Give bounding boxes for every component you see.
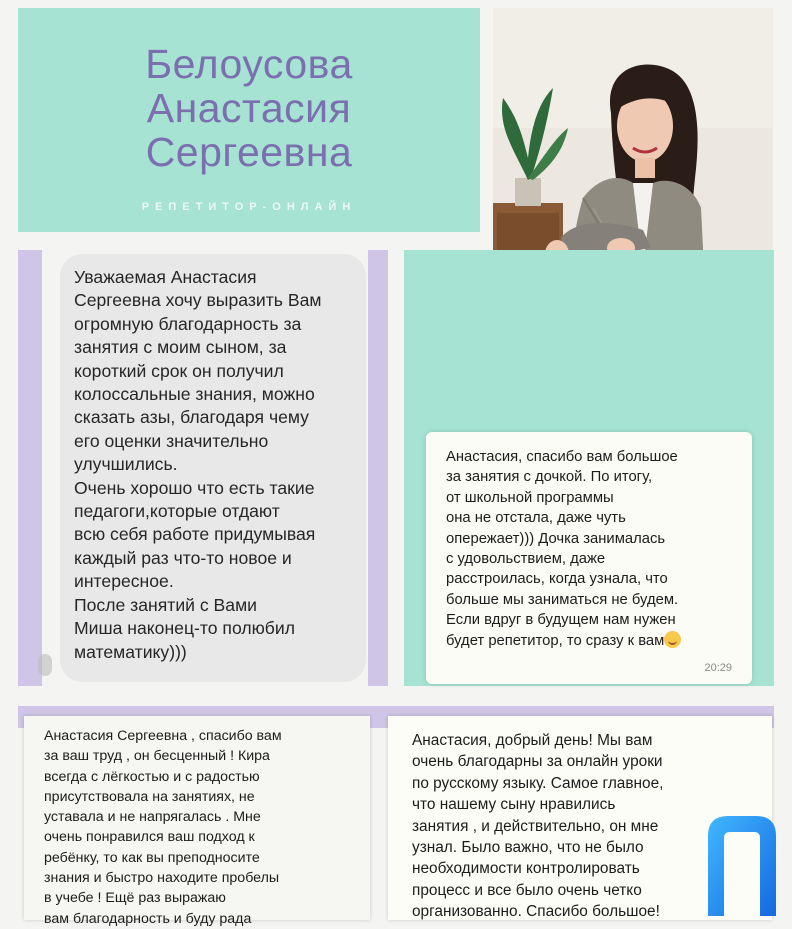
tutor-name <box>18 42 480 174</box>
review-message-2 <box>426 432 752 684</box>
review-text-2 <box>446 447 746 651</box>
brand-logo-icon <box>694 808 784 916</box>
message-time: 20:29 <box>704 662 732 674</box>
review-text-2-body: Анастасия, спасибо вам большое за занятия с дочкой. По итогу, от школьной программы она не отстала, даже чуть опережает))) Дочка занималась с удовольствием, даже расстроилась, когда узнала, что больше мы заниматься не будем. Если вдруг в будущем нам нужен будет репетитор, то сразу к вам <box>446 449 679 649</box>
decor-strip-right <box>368 250 388 686</box>
name-line-first: Анастасия <box>146 85 352 131</box>
message-tail-icon <box>38 654 52 676</box>
tagline: РЕПЕТИТОР-ОНЛАЙН <box>141 201 357 213</box>
review-text-3: Анастасия Сергеевна , спасибо вам за ваш труд , он бесценный ! Кира всегда с лёгкостью и с радостью присутствовала на занятиях, не уставала и не напрягалась . Мне очень понравился ваш подход к ребёнку, то как вы преподносите знания и быстро находите пробелы в учебе ! Ещё раз выражаю вам благодарность и буду рада <box>44 728 282 927</box>
title-card <box>18 8 480 232</box>
review-text-1: Уважаемая Анастасия Сергеевна хочу выразить Вам огромную благодарность за занятия с моим сыном, за короткий срок он получил колоссальные знания, можно сказать азы, благодаря чему его оценки значительно улучшились. Очень хорошо что есть такие педагоги,которые отдают всю себя работе придумывая каждый раз что-то новое и интересное. После занятий с Вами Миша наконец-то полюбил математику))) <box>74 267 322 662</box>
name-line-patronymic: Сергеевна <box>145 129 353 175</box>
decor-strip-left <box>18 250 42 686</box>
name-line-surname: Белоусова <box>145 41 353 87</box>
smiley-icon <box>664 631 681 648</box>
review-text-4: Анастасия, добрый день! Мы вам очень благодарны за онлайн уроки по русскому языку. Самое главное, что нашему сыну нравились занятия , и действительно, он мне узнал. Было важно, что не было необходимости контролировать процесс и все было очень четко организованно. Спасибо большое! <box>412 732 664 921</box>
review-message-3 <box>24 716 370 927</box>
review-message-1 <box>60 254 366 682</box>
